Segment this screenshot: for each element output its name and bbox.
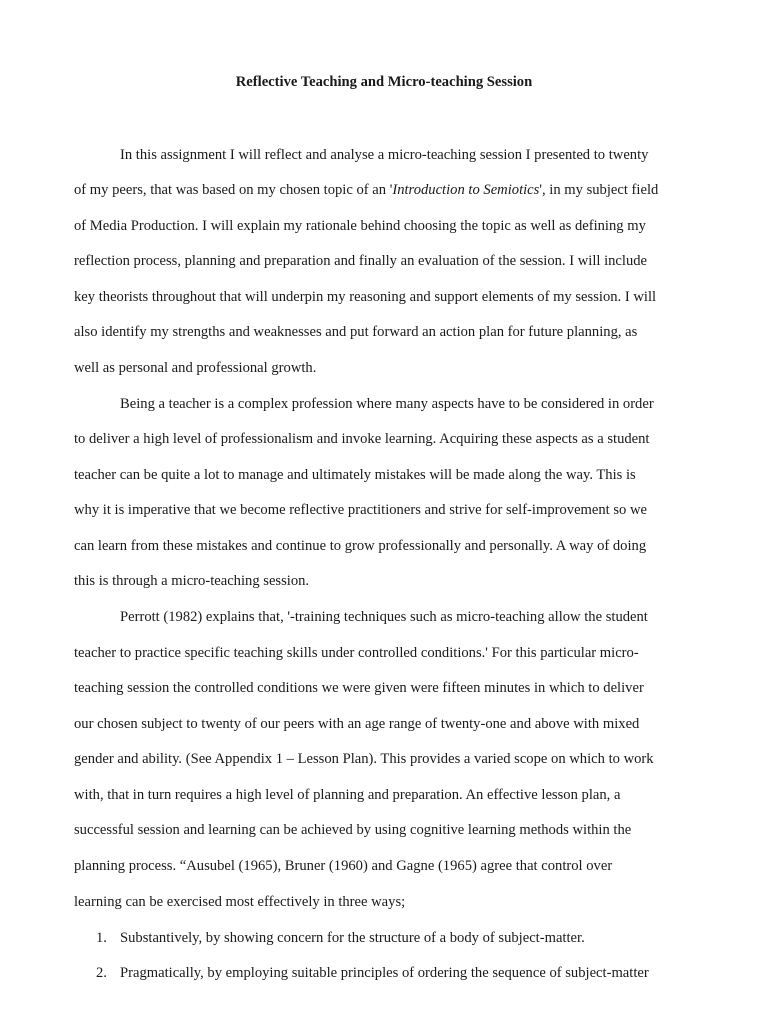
paragraph-1-line-3: of Media Production. I will explain my rationale behind choosing the topic as well as defining my: [74, 218, 646, 234]
list-item: Pragmatically, by employing suitable principles of ordering the sequence of subject-matter: [120, 965, 649, 981]
paragraph-2-line-2: to deliver a high level of professionalism and invoke learning. Acquiring these aspects as a student: [74, 431, 650, 447]
paragraph-3-line-2: teacher to practice specific teaching skills under controlled conditions.' For this particular micro-: [74, 645, 639, 661]
paragraph-1-line-6: also identify my strengths and weaknesses and put forward an action plan for future planning, as: [74, 324, 638, 340]
paragraph-1-line-1: In this assignment I will reflect and analyse a micro-teaching session I presented to twenty: [120, 147, 649, 163]
paragraph-3-line-7: successful session and learning can be achieved by using cognitive learning methods within the: [74, 822, 632, 838]
topic-title: Introduction to Semiotics: [392, 182, 540, 198]
paragraph-3-line-3: teaching session the controlled conditions we were given were fifteen minutes in which to deliver: [74, 680, 644, 696]
text-span: ', in my subject field: [539, 182, 659, 198]
paragraph-3-line-9: learning can be exercised most effectively in three ways;: [74, 894, 406, 910]
list-item: Substantively, by showing concern for the structure of a body of subject-matter.: [120, 930, 585, 946]
paragraph-1-line-4: reflection process, planning and preparation and finally an evaluation of the session. I will include: [74, 253, 648, 269]
paragraph-2-line-5: can learn from these mistakes and continue to grow professionally and personally. A way of doing: [74, 538, 647, 554]
paragraph-1-line-7: well as personal and professional growth.: [74, 360, 317, 376]
document-title: Reflective Teaching and Micro-teaching Session: [235, 74, 533, 90]
list-item-number: 1.: [96, 930, 107, 946]
text-span: of my peers, that was based on my chosen topic of an ': [74, 182, 393, 198]
paragraph-1-line-5: key theorists throughout that will underpin my reasoning and support elements of my session. I will: [74, 289, 657, 305]
paragraph-2-line-6: this is through a micro-teaching session.: [74, 573, 310, 589]
paragraph-3-line-1: Perrott (1982) explains that, '-training techniques such as micro-teaching allow the student: [120, 609, 648, 625]
paragraph-2-line-1: Being a teacher is a complex profession where many aspects have to be considered in order: [120, 396, 654, 412]
paragraph-3-line-5: gender and ability. (See Appendix 1 – Lesson Plan). This provides a varied scope on which to work: [74, 751, 654, 767]
paragraph-2-line-3: teacher can be quite a lot to manage and ultimately mistakes will be made along the way. This is: [74, 467, 636, 483]
paragraph-3-line-4: our chosen subject to twenty of our peers with an age range of twenty-one and above with mixed: [74, 716, 640, 732]
list-item-number: 2.: [96, 965, 107, 981]
paragraph-3-line-6: with, that in turn requires a high level of planning and preparation. An effective lesson plan, a: [74, 787, 621, 803]
paragraph-1-line-2: [74, 180, 658, 200]
paragraph-3-line-8: planning process. “Ausubel (1965), Bruner (1960) and Gagne (1965) agree that control over: [74, 858, 613, 874]
paragraph-2-line-4: why it is imperative that we become reflective practitioners and strive for self-improvement so we: [74, 502, 648, 518]
